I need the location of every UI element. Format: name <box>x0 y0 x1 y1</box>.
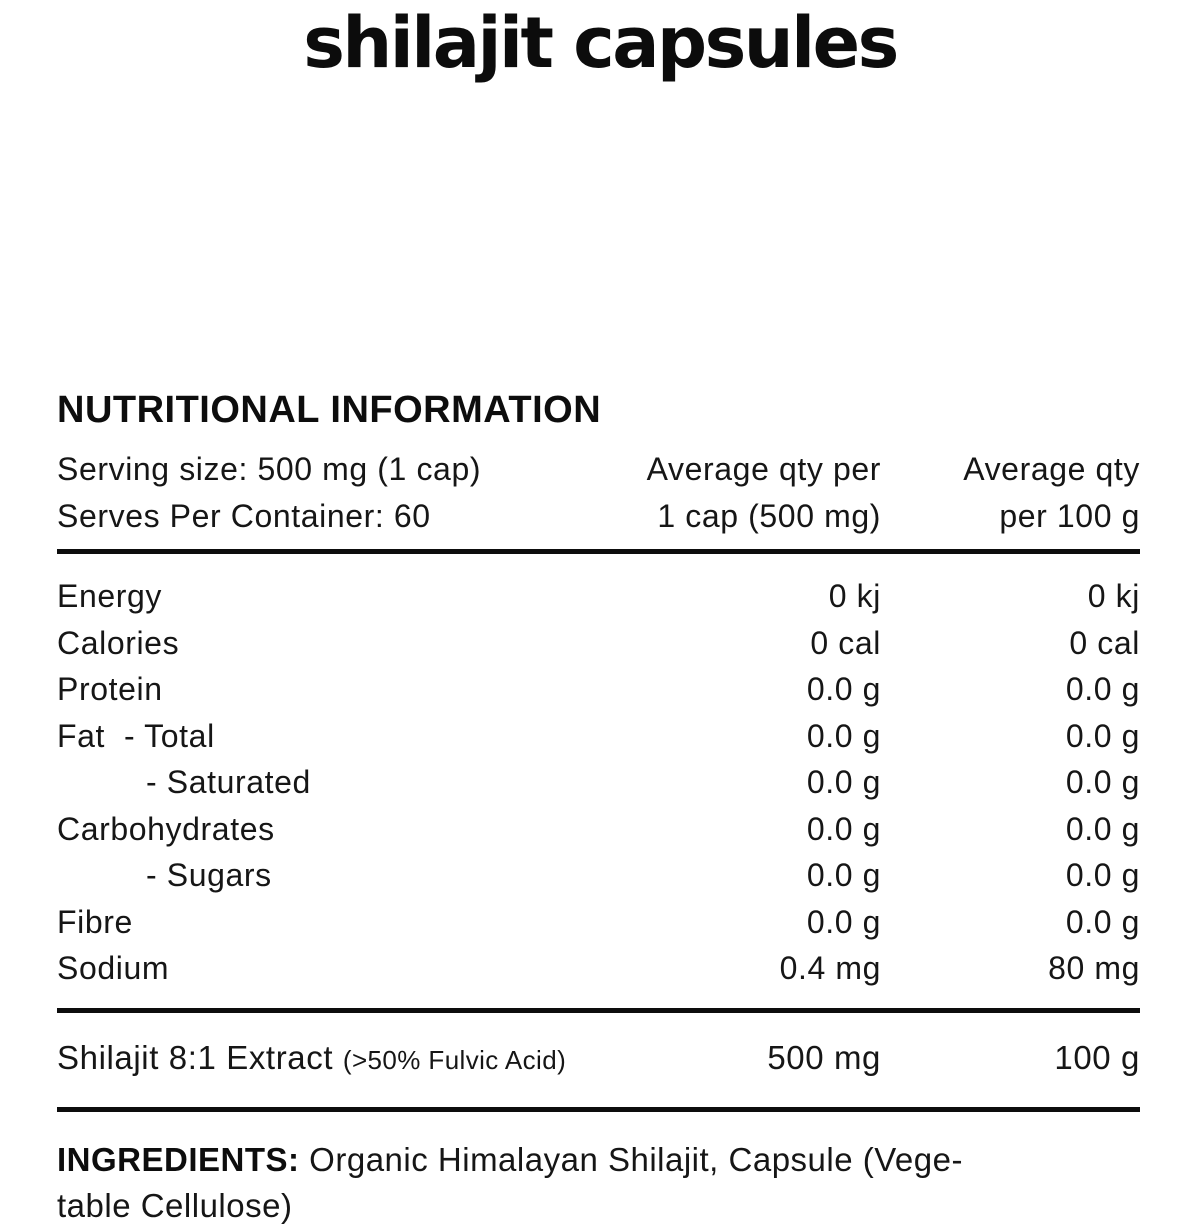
row-label: Protein <box>57 671 163 707</box>
row-value-per-100g: 80 mg <box>1048 950 1140 986</box>
nutrient-rows <box>57 554 1140 992</box>
row-value-per-100g: 0.0 g <box>1065 903 1140 940</box>
ingredients-paragraph <box>57 1137 1140 1229</box>
table-row <box>57 620 1140 667</box>
table-header-row-1 <box>57 446 1140 493</box>
row-label: Fat - Total <box>57 717 215 754</box>
row-label: Fibre <box>57 903 133 940</box>
fulvic-acid-note: (>50% Fulvic Acid) <box>342 1044 567 1075</box>
row-value-per-cap: 0.0 g <box>806 764 881 800</box>
row-value-per-100g: 0.0 g <box>1065 857 1140 893</box>
row-value-per-cap: 0 cal <box>810 624 881 661</box>
featured-value-per-cap: 500 mg <box>767 1038 881 1076</box>
product-title: shilajit capsules <box>303 2 897 84</box>
table-row <box>57 759 1140 806</box>
row-value-per-100g: 0.0 g <box>1065 810 1140 847</box>
featured-extract-label <box>57 1034 571 1084</box>
table-row <box>57 573 1140 620</box>
nutrition-heading: NUTRITIONAL INFORMATION <box>57 389 602 431</box>
table-header <box>57 446 1140 540</box>
divider-bottom <box>57 1107 1140 1112</box>
row-value-per-cap: 0.0 g <box>806 903 881 940</box>
serving-size-text: Serving size: 500 mg (1 cap) <box>57 451 482 487</box>
row-label: - Sugars <box>146 857 272 893</box>
table-row <box>57 806 1140 853</box>
row-value-per-100g: 0.0 g <box>1065 671 1140 707</box>
featured-extract-row <box>57 1013 1140 1107</box>
row-label: Carbohydrates <box>57 810 275 847</box>
table-row <box>57 899 1140 946</box>
ingredients-text-line2: table Cellulose) <box>57 1186 293 1224</box>
row-value-per-cap: 0 kj <box>828 578 881 614</box>
serves-per-container-text: Serves Per Container: 60 <box>57 498 431 534</box>
row-value-per-100g: 0.0 g <box>1065 764 1140 800</box>
col-per-100g-header-line2: per 100 g <box>999 498 1140 534</box>
col-per-cap-header-line1: Average qty per <box>646 451 881 487</box>
row-value-per-cap: 0.0 g <box>806 810 881 847</box>
row-label: - Saturated <box>146 764 311 800</box>
ingredients-label: INGREDIENTS: <box>57 1140 300 1178</box>
nutrition-panel <box>57 390 1140 1229</box>
table-row <box>57 945 1140 992</box>
row-value-per-cap: 0.0 g <box>806 671 881 707</box>
row-value-per-cap: 0.0 g <box>806 717 881 754</box>
row-value-per-100g: 0 cal <box>1069 624 1140 661</box>
row-label: Sodium <box>57 950 170 986</box>
row-value-per-100g: 0.0 g <box>1065 717 1140 754</box>
featured-extract-name: Shilajit 8:1 Extract <box>57 1038 334 1076</box>
col-per-100g-header-line1: Average qty <box>963 451 1140 487</box>
row-value-per-cap: 0.0 g <box>806 857 881 893</box>
table-row <box>57 666 1140 713</box>
row-label: Calories <box>57 624 180 661</box>
row-value-per-cap: 0.4 mg <box>779 950 881 986</box>
ingredients-text-line1: Organic Himalayan Shilajit, Capsule (Vege- <box>299 1140 963 1178</box>
table-row <box>57 852 1140 899</box>
table-header-row-2 <box>57 493 1140 540</box>
row-label: Energy <box>57 578 162 614</box>
row-value-per-100g: 0 kj <box>1087 578 1140 614</box>
table-row <box>57 713 1140 760</box>
col-per-cap-header-line2: 1 cap (500 mg) <box>657 498 881 534</box>
featured-value-per-100g: 100 g <box>1054 1038 1140 1076</box>
